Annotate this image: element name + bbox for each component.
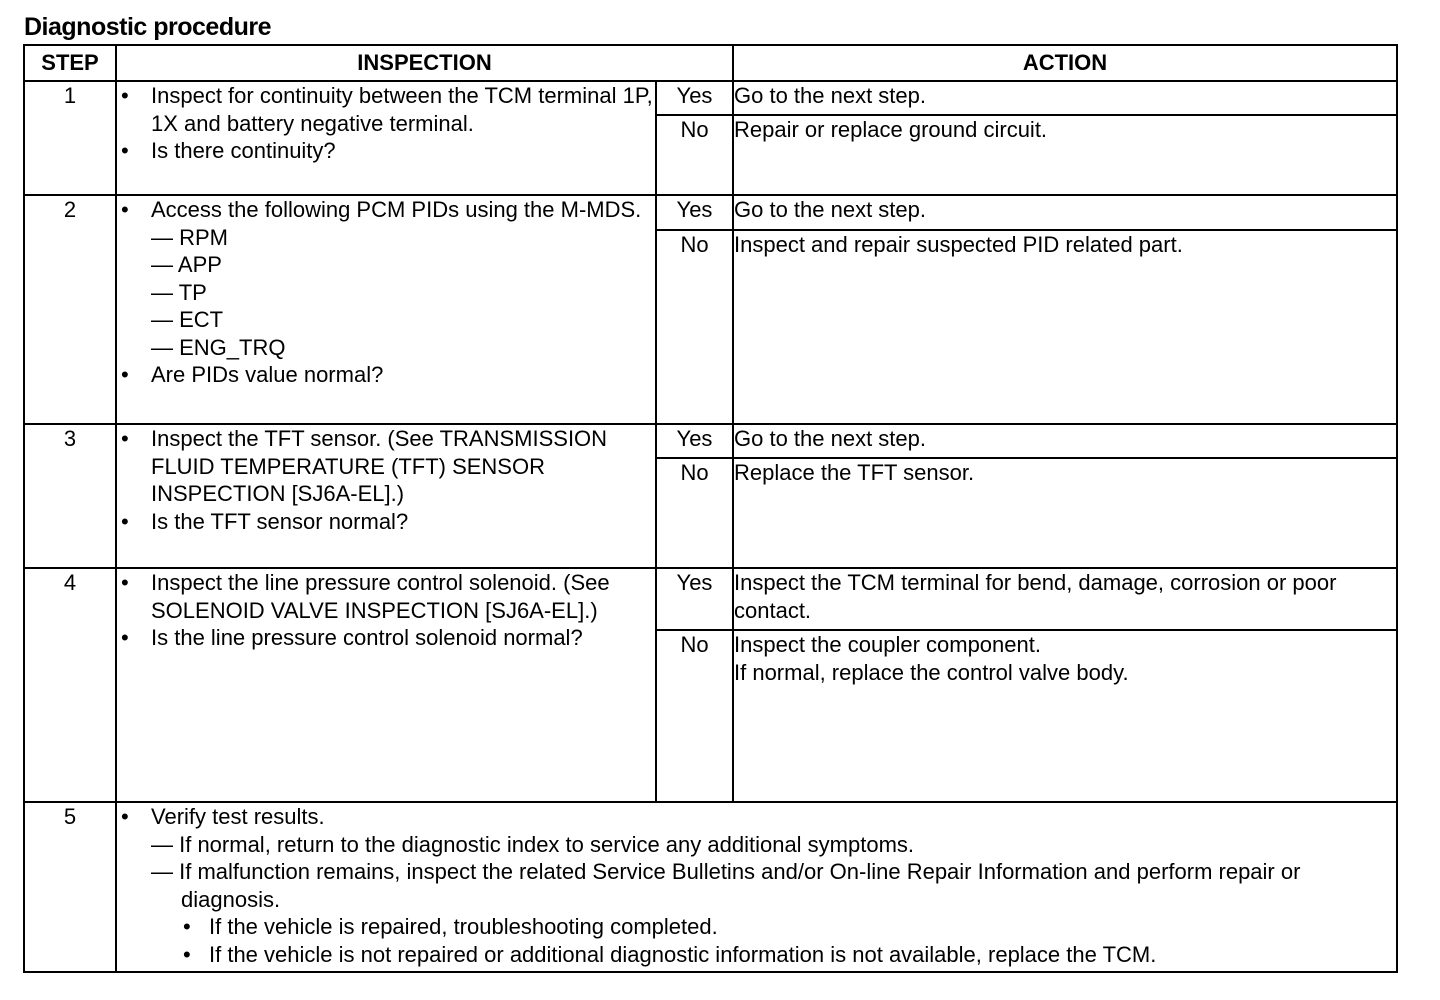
- verify-not-repaired: • If the vehicle is not repaired or additional diagnostic information is not available, replace the TCM.: [117, 941, 1396, 969]
- inspection-item: • Is the line pressure control solenoid normal?: [117, 624, 655, 652]
- inspection-cell: [116, 568, 656, 802]
- diagnostic-table: [23, 44, 1398, 973]
- inspection-cell: [116, 81, 656, 195]
- no-action: Repair or replace ground circuit.: [733, 115, 1397, 195]
- step-number: 4: [24, 568, 116, 802]
- pid-item: — ECT: [151, 307, 224, 332]
- header-step: STEP: [24, 45, 116, 81]
- table-row: [24, 568, 1397, 630]
- inspection-item: • Access the following PCM PIDs using the M-MDS.: [117, 196, 655, 224]
- inspection-cell: [116, 195, 656, 424]
- step-number: 2: [24, 195, 116, 424]
- no-action-line: If normal, replace the control valve body.: [734, 659, 1129, 685]
- no-label: No: [656, 458, 733, 568]
- pid-item: — TP: [151, 279, 207, 305]
- inspection-cell: [116, 424, 656, 568]
- no-action: [733, 630, 1397, 802]
- verify-repaired: • If the vehicle is repaired, troubleshooting completed.: [117, 913, 1396, 941]
- header-row: [24, 45, 1397, 81]
- page-title: Diagnostic procedure: [24, 13, 271, 41]
- yes-action: Go to the next step.: [733, 424, 1397, 458]
- table-row: [24, 195, 1397, 230]
- inspection-item: • Is the TFT sensor normal?: [117, 508, 655, 536]
- pid-item: — APP: [151, 252, 222, 277]
- inspection-item: • Inspect the line pressure control solenoid. (See SOLENOID VALVE INSPECTION [SJ6A-EL].): [117, 569, 655, 624]
- inspection-item: • Inspect the TFT sensor. (See TRANSMISSION FLUID TEMPERATURE (TFT) SENSOR INSPECTION [SJ6A-EL].): [117, 425, 655, 508]
- yes-action: Go to the next step.: [733, 81, 1397, 115]
- no-action-line: Inspect the coupler component.: [734, 632, 1041, 657]
- verify-normal: — If normal, return to the diagnostic index to service any additional symptoms.: [151, 831, 915, 857]
- step-number: 1: [24, 81, 116, 195]
- yes-label: Yes: [656, 424, 733, 458]
- no-action: Inspect and repair suspected PID related part.: [733, 230, 1397, 424]
- verify-item: • Verify test results.: [117, 803, 1396, 831]
- pid-item: — ENG_TRQ: [151, 334, 286, 360]
- yes-label: Yes: [656, 81, 733, 115]
- verify-malfunction: — If malfunction remains, inspect the related Service Bulletins and/or On-line Repair Information and perform repair or diagnosis.: [151, 859, 1301, 912]
- yes-label: Yes: [656, 195, 733, 230]
- no-label: No: [656, 230, 733, 424]
- no-action: Replace the TFT sensor.: [733, 458, 1397, 568]
- header-action: ACTION: [733, 45, 1397, 81]
- table-row: [24, 802, 1397, 972]
- verify-cell: [116, 802, 1397, 972]
- no-label: No: [656, 115, 733, 195]
- step-number: 3: [24, 424, 116, 568]
- inspection-item: • Are PIDs value normal?: [117, 361, 655, 389]
- pid-item: — RPM: [151, 224, 228, 250]
- inspection-item: • Inspect for continuity between the TCM terminal 1P, 1X and battery negative terminal.: [117, 82, 655, 137]
- table-row: [24, 424, 1397, 458]
- yes-action: Go to the next step.: [733, 195, 1397, 230]
- no-label: No: [656, 630, 733, 802]
- header-inspection: INSPECTION: [116, 45, 733, 81]
- inspection-item: • Is there continuity?: [117, 137, 655, 165]
- yes-action: Inspect the TCM terminal for bend, damage, corrosion or poor contact.: [733, 568, 1397, 630]
- step-number: 5: [24, 802, 116, 972]
- table-row: [24, 81, 1397, 115]
- yes-label: Yes: [656, 568, 733, 630]
